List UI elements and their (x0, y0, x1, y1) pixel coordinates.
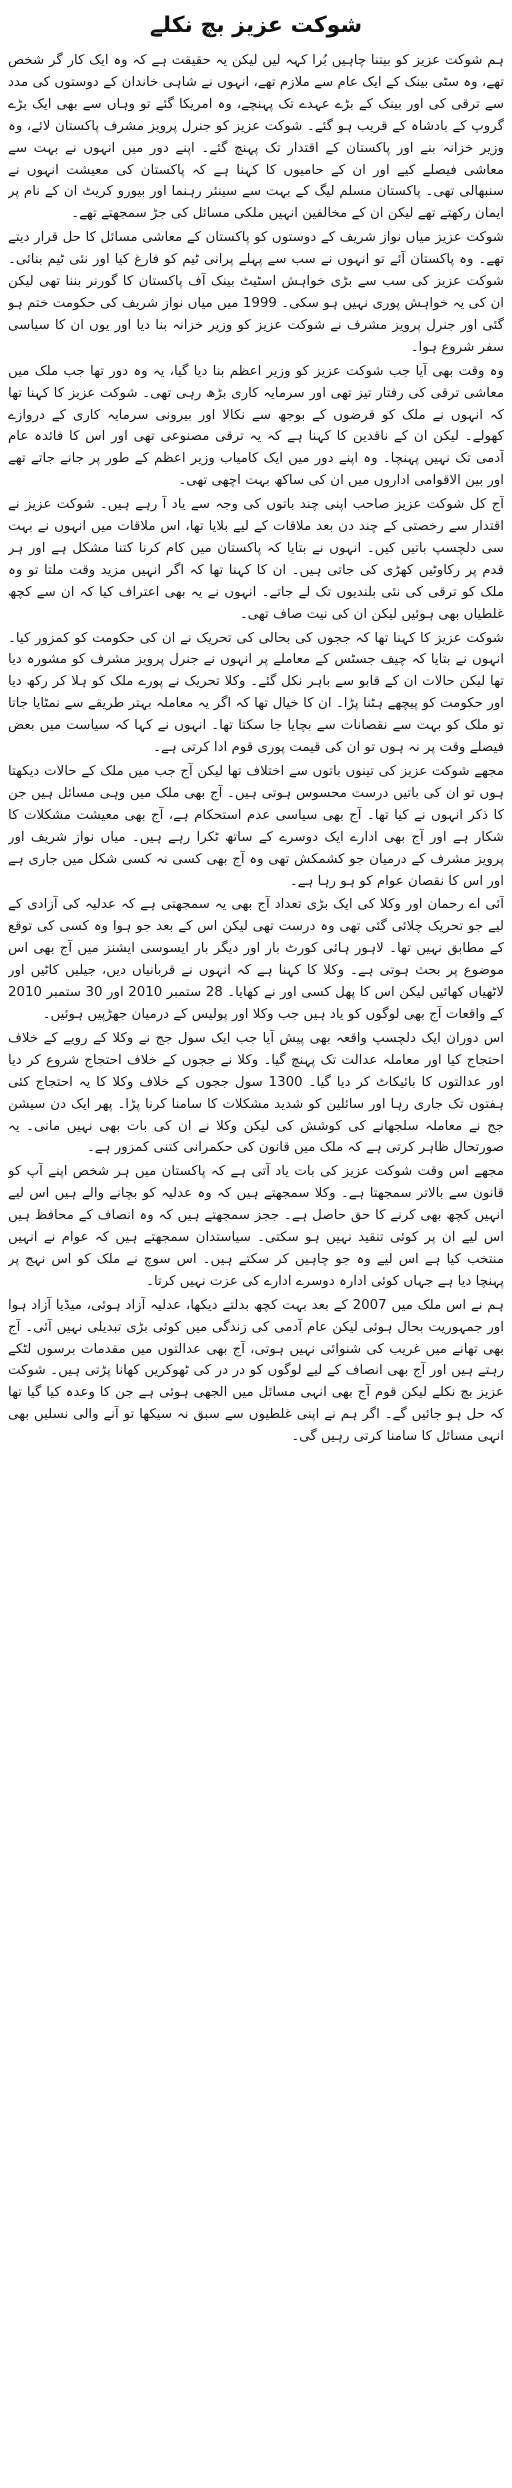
article-paragraph: ہم نے اس ملک میں 2007 کے بعد بہت کچھ بدلتے دیکھا، عدلیہ آزاد ہوئی، میڈیا آزاد ہوا اور جمہوریت بحال ہوئی لیکن عام آدمی کی زندگی میں کوئی بڑی تبدیلی نہیں آئی۔ آج بھی تھانے میں غریب کی شنوائی نہیں ہوتی، آج بھی عدالتوں میں مقدمات برسوں لٹکے رہتے ہیں اور آج بھی انصاف کے لیے لوگوں کو در در کی ٹھوکریں کھانا پڑتی ہیں۔ شوکت عزیز بچ نکلے لیکن قوم آج بھی انہی مسائل میں الجھی ہوئی ہے جن کا وعدہ کیا گیا تھا کہ حل ہو جائیں گے۔ اگر ہم نے اپنی غلطیوں سے سبق نہ سیکھا تو آنے والی نسلیں بھی انہی مسائل کا سامنا کرتی رہیں گی۔ (8, 1297, 504, 1445)
article-paragraph: شوکت عزیز کا کہنا تھا کہ ججوں کی بحالی کی تحریک نے ان کی حکومت کو کمزور کیا۔ انہوں نے بتایا کہ چیف جسٹس کے معاملے پر انہوں نے جنرل پرویز مشرف کو مشورہ دیا تھا لیکن حالات ان کے قابو سے باہر نکل گئے۔ وکلا تحریک نے پورے ملک کو ہلا کر رکھ دیا اور حکومت کو پیچھے ہٹنا پڑا۔ ان کا خیال تھا کہ اگر یہ معاملہ بہتر طریقے سے نمٹایا جاتا تو ملک کو بہت سے نقصانات سے بچایا جا سکتا تھا۔ انہوں نے کہا کہ سیاست میں بعض فیصلے وقت پر نہ ہوں تو ان کی قیمت پوری قوم ادا کرتی ہے۔ (8, 630, 504, 756)
article-paragraph: آج کل شوکت عزیز صاحب اپنی چند باتوں کی وجہ سے یاد آ رہے ہیں۔ شوکت عزیز نے اقتدار سے رخصتی کے چند دن بعد ملاقات کے لیے بلایا تھا، اس ملاقات میں انہوں نے بہت سی دلچسپ باتیں کیں۔ انہوں نے بتایا کہ پاکستان میں کام کرنا کتنا مشکل ہے اور ہر قدم پر رکاوٹیں کھڑی کی جاتی ہیں۔ ان کا کہنا تھا کہ اگر انہیں مزید وقت ملتا تو وہ ملک کو ترقی کی نئی بلندیوں تک لے جاتے۔ انہوں نے یہ بھی اعتراف کیا کہ ان سے کچھ غلطیاں بھی ہوئیں لیکن ان کی نیت صاف تھی۔ (8, 497, 504, 622)
article-body (8, 50, 504, 1448)
article-paragraph: مجھے شوکت عزیز کی تینوں باتوں سے اختلاف تھا لیکن آج جب میں ملک کے حالات دیکھتا ہوں تو ان کی باتیں درست محسوس ہوتی ہیں۔ آج بھی ملک میں وہی مسائل ہیں جن کا ذکر انہوں نے کیا تھا۔ آج بھی سیاسی عدم استحکام ہے، آج بھی معیشت مشکلات کا شکار ہے اور آج بھی ادارے ایک دوسرے کے ساتھ ٹکرا رہے ہیں۔ میاں نواز شریف اور پرویز مشرف کے درمیان جو کشمکش تھی وہ آج بھی کسی نہ کسی شکل میں جاری ہے اور اس کا نقصان عوام کو ہو رہا ہے۔ (8, 764, 504, 889)
article-paragraph: وہ وقت بھی آیا جب شوکت عزیز کو وزیر اعظم بنا دیا گیا، یہ وہ دور تھا جب ملک میں معاشی ترقی کی رفتار تیز تھی اور سرمایہ کاری بڑھ رہی تھی۔ شوکت عزیز کا کہنا تھا کہ انہوں نے ملک کو قرضوں کے بوجھ سے نکالا اور بیرونی سرمایہ کاری کے دروازے کھولے۔ لیکن ان کے ناقدین کا کہنا ہے کہ یہ ترقی مصنوعی تھی اور اس کا فائدہ عام آدمی تک نہیں پہنچا۔ وہ اپنے دور میں ایک کامیاب وزیر اعظم کے طور پر جانے جاتے تھے اور بین الاقوامی اداروں میں ان کی ساکھ بہت اچھی تھی۔ (8, 363, 504, 489)
article-page (8, 6, 504, 2480)
article-paragraph: آئی اے رحمان اور وکلا کی ایک بڑی تعداد آج بھی یہ سمجھتی ہے کہ عدلیہ کی آزادی کے لیے جو تحریک چلائی گئی تھی وہ درست تھی لیکن اس کے بعد جو ہوا وہ کسی کی توقع کے مطابق نہیں تھا۔ لاہور ہائی کورٹ بار اور دیگر بار ایسوسی ایشنز میں آج بھی اس موضوع پر بحث ہوتی ہے۔ وکلا کا کہنا ہے کہ انہوں نے قربانیاں دیں، جیلیں کاٹیں اور لاٹھیاں کھائیں لیکن اس کا پھل کسی اور نے کھایا۔ 28 ستمبر 2010 اور 30 ستمبر 2010 کے واقعات آج بھی لوگوں کو یاد ہیں جب وکلا اور پولیس کے درمیان جھڑپیں ہوئیں۔ (8, 897, 504, 1022)
article-paragraph: اس دوران ایک دلچسپ واقعہ بھی پیش آیا جب ایک سول جج نے وکلا کے رویے کے خلاف احتجاج کیا اور معاملہ عدالت تک پہنچ گیا۔ وکلا نے ججوں کے خلاف احتجاج شروع کر دیا اور عدالتوں کا بائیکاٹ کر دیا گیا۔ 1300 سول ججوں کے خلاف وکلا کا یہ احتجاج کئی ہفتوں تک جاری رہا اور سائلین کو شدید مشکلات کا سامنا کرنا پڑا۔ پھر ایک دن سیشن جج نے معاملہ سلجھانے کی کوشش کی لیکن وکلا نے ان کی بات بھی نہیں مانی۔ یہ صورتحال ظاہر کرتی ہے کہ ملک میں قانون کی حکمرانی کتنی کمزور ہے۔ (8, 1030, 504, 1156)
article-paragraph: مجھے اس وقت شوکت عزیز کی بات یاد آتی ہے کہ پاکستان میں ہر شخص اپنے آپ کو قانون سے بالاتر سمجھتا ہے۔ وکلا سمجھتے ہیں کہ وہ عدلیہ کو بچانے والے ہیں اس لیے انہیں کچھ بھی کرنے کا حق حاصل ہے۔ ججز سمجھتے ہیں کہ وہ انصاف کے محافظ ہیں اس لیے ان پر کوئی تنقید نہیں ہو سکتی۔ سیاستدان سمجھتے ہیں کہ عوام نے انہیں منتخب کیا ہے اس لیے وہ جو چاہیں کر سکتے ہیں۔ اس سوچ نے ملک کو اس نہج پر پہنچا دیا ہے جہاں کوئی ادارہ دوسرے ادارے کی عزت نہیں کرتا۔ (8, 1164, 504, 1289)
article-headline: شوکت عزیز بچ نکلے (149, 13, 363, 38)
article-paragraph: شوکت عزیز میاں نواز شریف کے دوستوں کو پاکستان کے معاشی مسائل کا حل قرار دیتے تھے۔ وہ پاکستان آئے تو انہوں نے سب سے پہلے پرانی ٹیم کو فارغ کیا اور نئی ٹیم بنائی۔ شوکت عزیز کی سب سے بڑی خواہش اسٹیٹ بینک آف پاکستان کا گورنر بننا تھی لیکن ان کی یہ خواہش پوری نہیں ہو سکی۔ 1999 میں میاں نواز شریف کی حکومت ختم ہو گئی اور جنرل پرویز مشرف نے شوکت عزیز کو وزیر خزانہ بنا دیا اور یوں ان کا سیاسی سفر شروع ہوا۔ (8, 230, 504, 355)
article-paragraph: ہم شوکت عزیز کو بیتنا چاہیں بُرا کہہ لیں لیکن یہ حقیقت ہے کہ وہ ایک کار گر شخص تھے، وہ سٹی بینک کے ایک عام سے ملازم تھے، انہوں نے شاہی خاندان کے دوستوں کی مدد سے ترقی کی اور بینک کے بڑے عہدے تک پہنچے، وہ امریکا گئے تو وہاں سے بھی ایک بڑے گروپ کے بادشاہ کے قریب ہو گئے۔ شوکت عزیز کو جنرل پرویز مشرف پاکستان لائے، وہ وزیر خزانہ بنے اور پاکستان کے اقتدار تک پہنچ گئے۔ اپنے دور میں انہوں نے بہت سے معاشی فیصلے کیے اور ان کے حامیوں کا کہنا ہے کہ پاکستان کی معیشت انہوں نے سنبھالی تھی۔ پاکستان مسلم لیگ کے بہت سے سینئر رہنما اور بیورو کریٹ ان کے نام پر ایمان رکھتے تھے لیکن ان کے مخالفین انہیں ملکی مسائل کی جڑ سمجھتے تھے۔ (8, 53, 504, 222)
